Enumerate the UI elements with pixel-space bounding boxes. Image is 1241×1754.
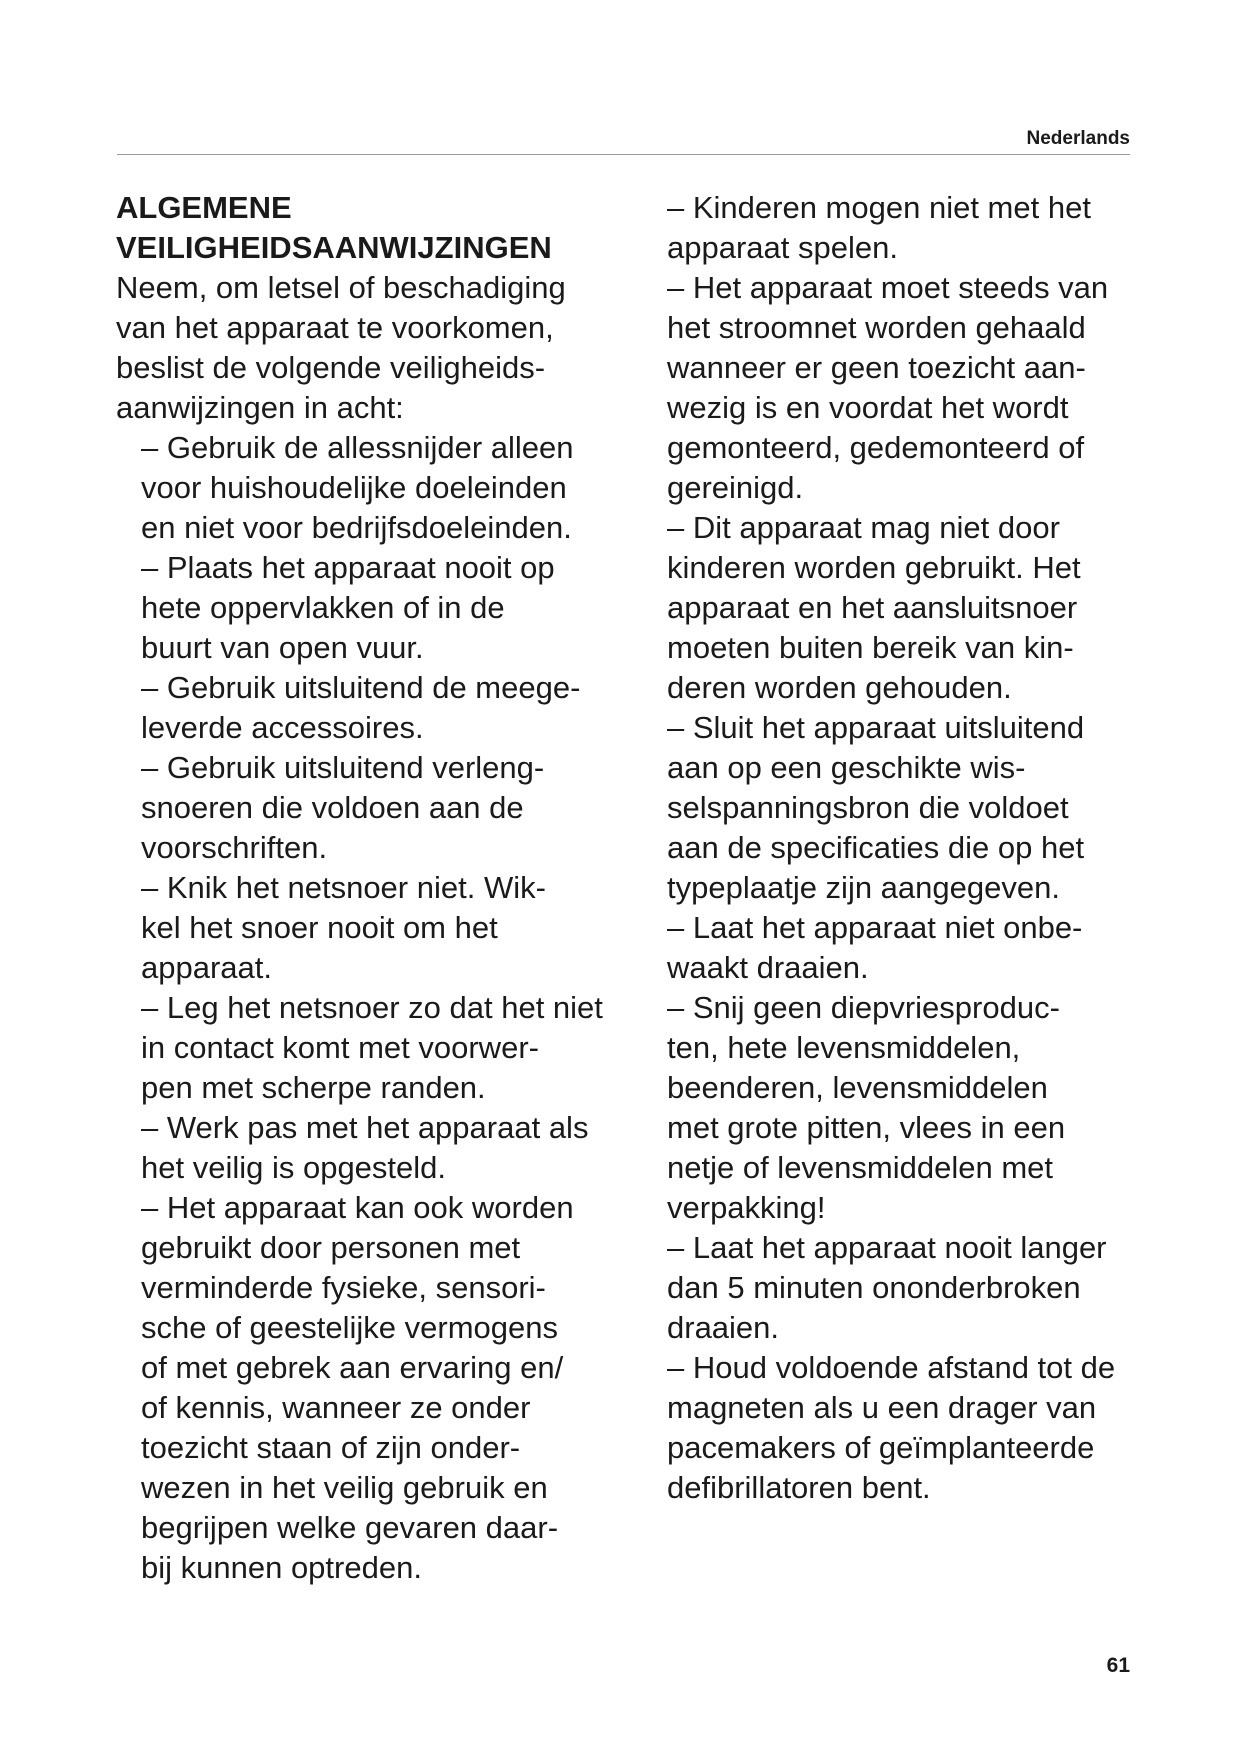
text-line: – Laat het apparaat niet onbe- <box>667 910 1083 945</box>
text-line: begrijpen welke gevaren daar- <box>141 1510 559 1545</box>
text-line: beenderen, levensmiddelen <box>667 1070 1048 1105</box>
text-line: aanwijzingen in acht: <box>116 390 404 425</box>
safety-item <box>116 1188 656 1588</box>
text-line: waakt draaien. <box>667 950 869 985</box>
text-line: – Gebruik uitsluitend de meege- <box>141 670 581 705</box>
safety-item <box>116 668 656 748</box>
text-line: kinderen worden gebruikt. Het <box>667 550 1081 585</box>
text-line: voor huishoudelijke doeleinden <box>141 470 567 505</box>
text-line: Neem, om letsel of beschadiging <box>116 270 566 305</box>
text-line: typeplaatje zijn aangegeven. <box>667 870 1060 905</box>
text-line: kel het snoer nooit om het <box>141 910 498 945</box>
safety-item <box>667 508 1167 708</box>
safety-item <box>116 548 656 668</box>
text-line: verminderde fysieke, sensori- <box>141 1270 546 1305</box>
safety-item <box>667 908 1167 988</box>
text-line: – Dit apparaat mag niet door <box>667 510 1060 545</box>
heading-line: VEILIGHEIDSAANWIJZINGEN <box>116 230 552 265</box>
text-line: – Kinderen mogen niet met het <box>667 190 1091 225</box>
text-line: gebruikt door personen met <box>141 1230 521 1265</box>
text-line: buurt van open vuur. <box>141 630 424 665</box>
safety-item <box>116 748 656 868</box>
text-line: aan op een geschikte wis- <box>667 750 1026 785</box>
text-line: wezig is en voordat het wordt <box>667 390 1069 425</box>
text-line: – Plaats het apparaat nooit op <box>141 550 555 585</box>
safety-item <box>667 1228 1167 1348</box>
text-line: – Sluit het apparaat uitsluitend <box>667 710 1085 745</box>
text-line: leverde accessoires. <box>141 710 424 745</box>
text-line: – Het apparaat kan ook worden <box>141 1190 574 1225</box>
text-line: dan 5 minuten ononderbroken <box>667 1270 1081 1305</box>
text-line: deren worden gehouden. <box>667 670 1012 705</box>
text-line: het veilig is opgesteld. <box>141 1150 447 1185</box>
safety-item <box>116 988 656 1108</box>
safety-item <box>667 988 1167 1228</box>
text-line: – Snij geen diepvriesproduc- <box>667 990 1060 1025</box>
text-line: voorschriften. <box>141 830 328 865</box>
safety-item <box>667 1348 1167 1508</box>
text-line: van het apparaat te voorkomen, <box>116 310 554 345</box>
section-heading <box>116 188 656 268</box>
safety-item <box>116 1108 656 1188</box>
text-line: apparaat spelen. <box>667 230 898 265</box>
text-line: aan de specificaties die op het <box>667 830 1085 865</box>
safety-item <box>116 868 656 988</box>
intro-paragraph <box>116 268 656 428</box>
text-line: het stroomnet worden gehaald <box>667 310 1086 345</box>
text-line: beslist de volgende veiligheids- <box>116 350 546 385</box>
text-line: wezen in het veilig gebruik en <box>141 1470 548 1505</box>
text-line: – Knik het netsnoer niet. Wik- <box>141 870 546 905</box>
page-number: 61 <box>1106 1654 1130 1677</box>
text-line: – Leg het netsnoer zo dat het niet <box>141 990 603 1025</box>
text-line: verpakking! <box>667 1190 826 1225</box>
safety-item <box>667 708 1167 908</box>
text-line: apparaat en het aansluitsnoer <box>667 590 1078 625</box>
text-line: wanneer er geen toezicht aan- <box>667 350 1086 385</box>
left-column <box>116 188 656 1588</box>
right-column <box>667 188 1167 1508</box>
text-line: – Gebruik uitsluitend verleng- <box>141 750 545 785</box>
safety-list-left <box>116 428 656 1588</box>
text-line: netje of levensmiddelen met <box>667 1150 1054 1185</box>
text-line: hete oppervlakken of in de <box>141 590 505 625</box>
text-line: of met gebrek aan ervaring en/ <box>141 1350 564 1385</box>
text-line: pen met scherpe randen. <box>141 1070 486 1105</box>
text-line: – Gebruik de allessnijder alleen <box>141 430 574 465</box>
text-line: – Werk pas met het apparaat als <box>141 1110 589 1145</box>
text-line: – Houd voldoende afstand tot de <box>667 1350 1116 1385</box>
text-line: defibrillatoren bent. <box>667 1470 931 1505</box>
text-line: toezicht staan of zijn onder- <box>141 1430 521 1465</box>
safety-item <box>667 188 1167 268</box>
text-line: – Het apparaat moet steeds van <box>667 270 1109 305</box>
text-line: in contact komt met voorwer- <box>141 1030 539 1065</box>
text-line: apparaat. <box>141 950 272 985</box>
heading-line: ALGEMENE <box>116 190 292 225</box>
text-line: draaien. <box>667 1310 780 1345</box>
text-line: selspanningsbron die voldoet <box>667 790 1069 825</box>
text-line: snoeren die voldoen aan de <box>141 790 524 825</box>
text-line: gereinigd. <box>667 470 804 505</box>
safety-item <box>116 428 656 548</box>
text-line: met grote pitten, vlees in een <box>667 1110 1066 1145</box>
safety-list-right <box>667 188 1167 1508</box>
safety-item <box>667 268 1167 508</box>
text-line: – Laat het apparaat nooit langer <box>667 1230 1107 1265</box>
text-line: magneten als u een drager van <box>667 1390 1097 1425</box>
text-line: pacemakers of geïmplanteerde <box>667 1430 1095 1465</box>
text-line: sche of geestelijke vermogens <box>141 1310 559 1345</box>
text-line: ten, hete levensmiddelen, <box>667 1030 1021 1065</box>
header-divider <box>117 154 1130 155</box>
text-line: of kennis, wanneer ze onder <box>141 1390 531 1425</box>
text-line: moeten buiten bereik van kin- <box>667 630 1074 665</box>
header-language: Nederlands <box>1026 128 1130 149</box>
text-line: gemonteerd, gedemonteerd of <box>667 430 1085 465</box>
text-line: bij kunnen optreden. <box>141 1550 422 1585</box>
text-line: en niet voor bedrijfsdoeleinden. <box>141 510 572 545</box>
